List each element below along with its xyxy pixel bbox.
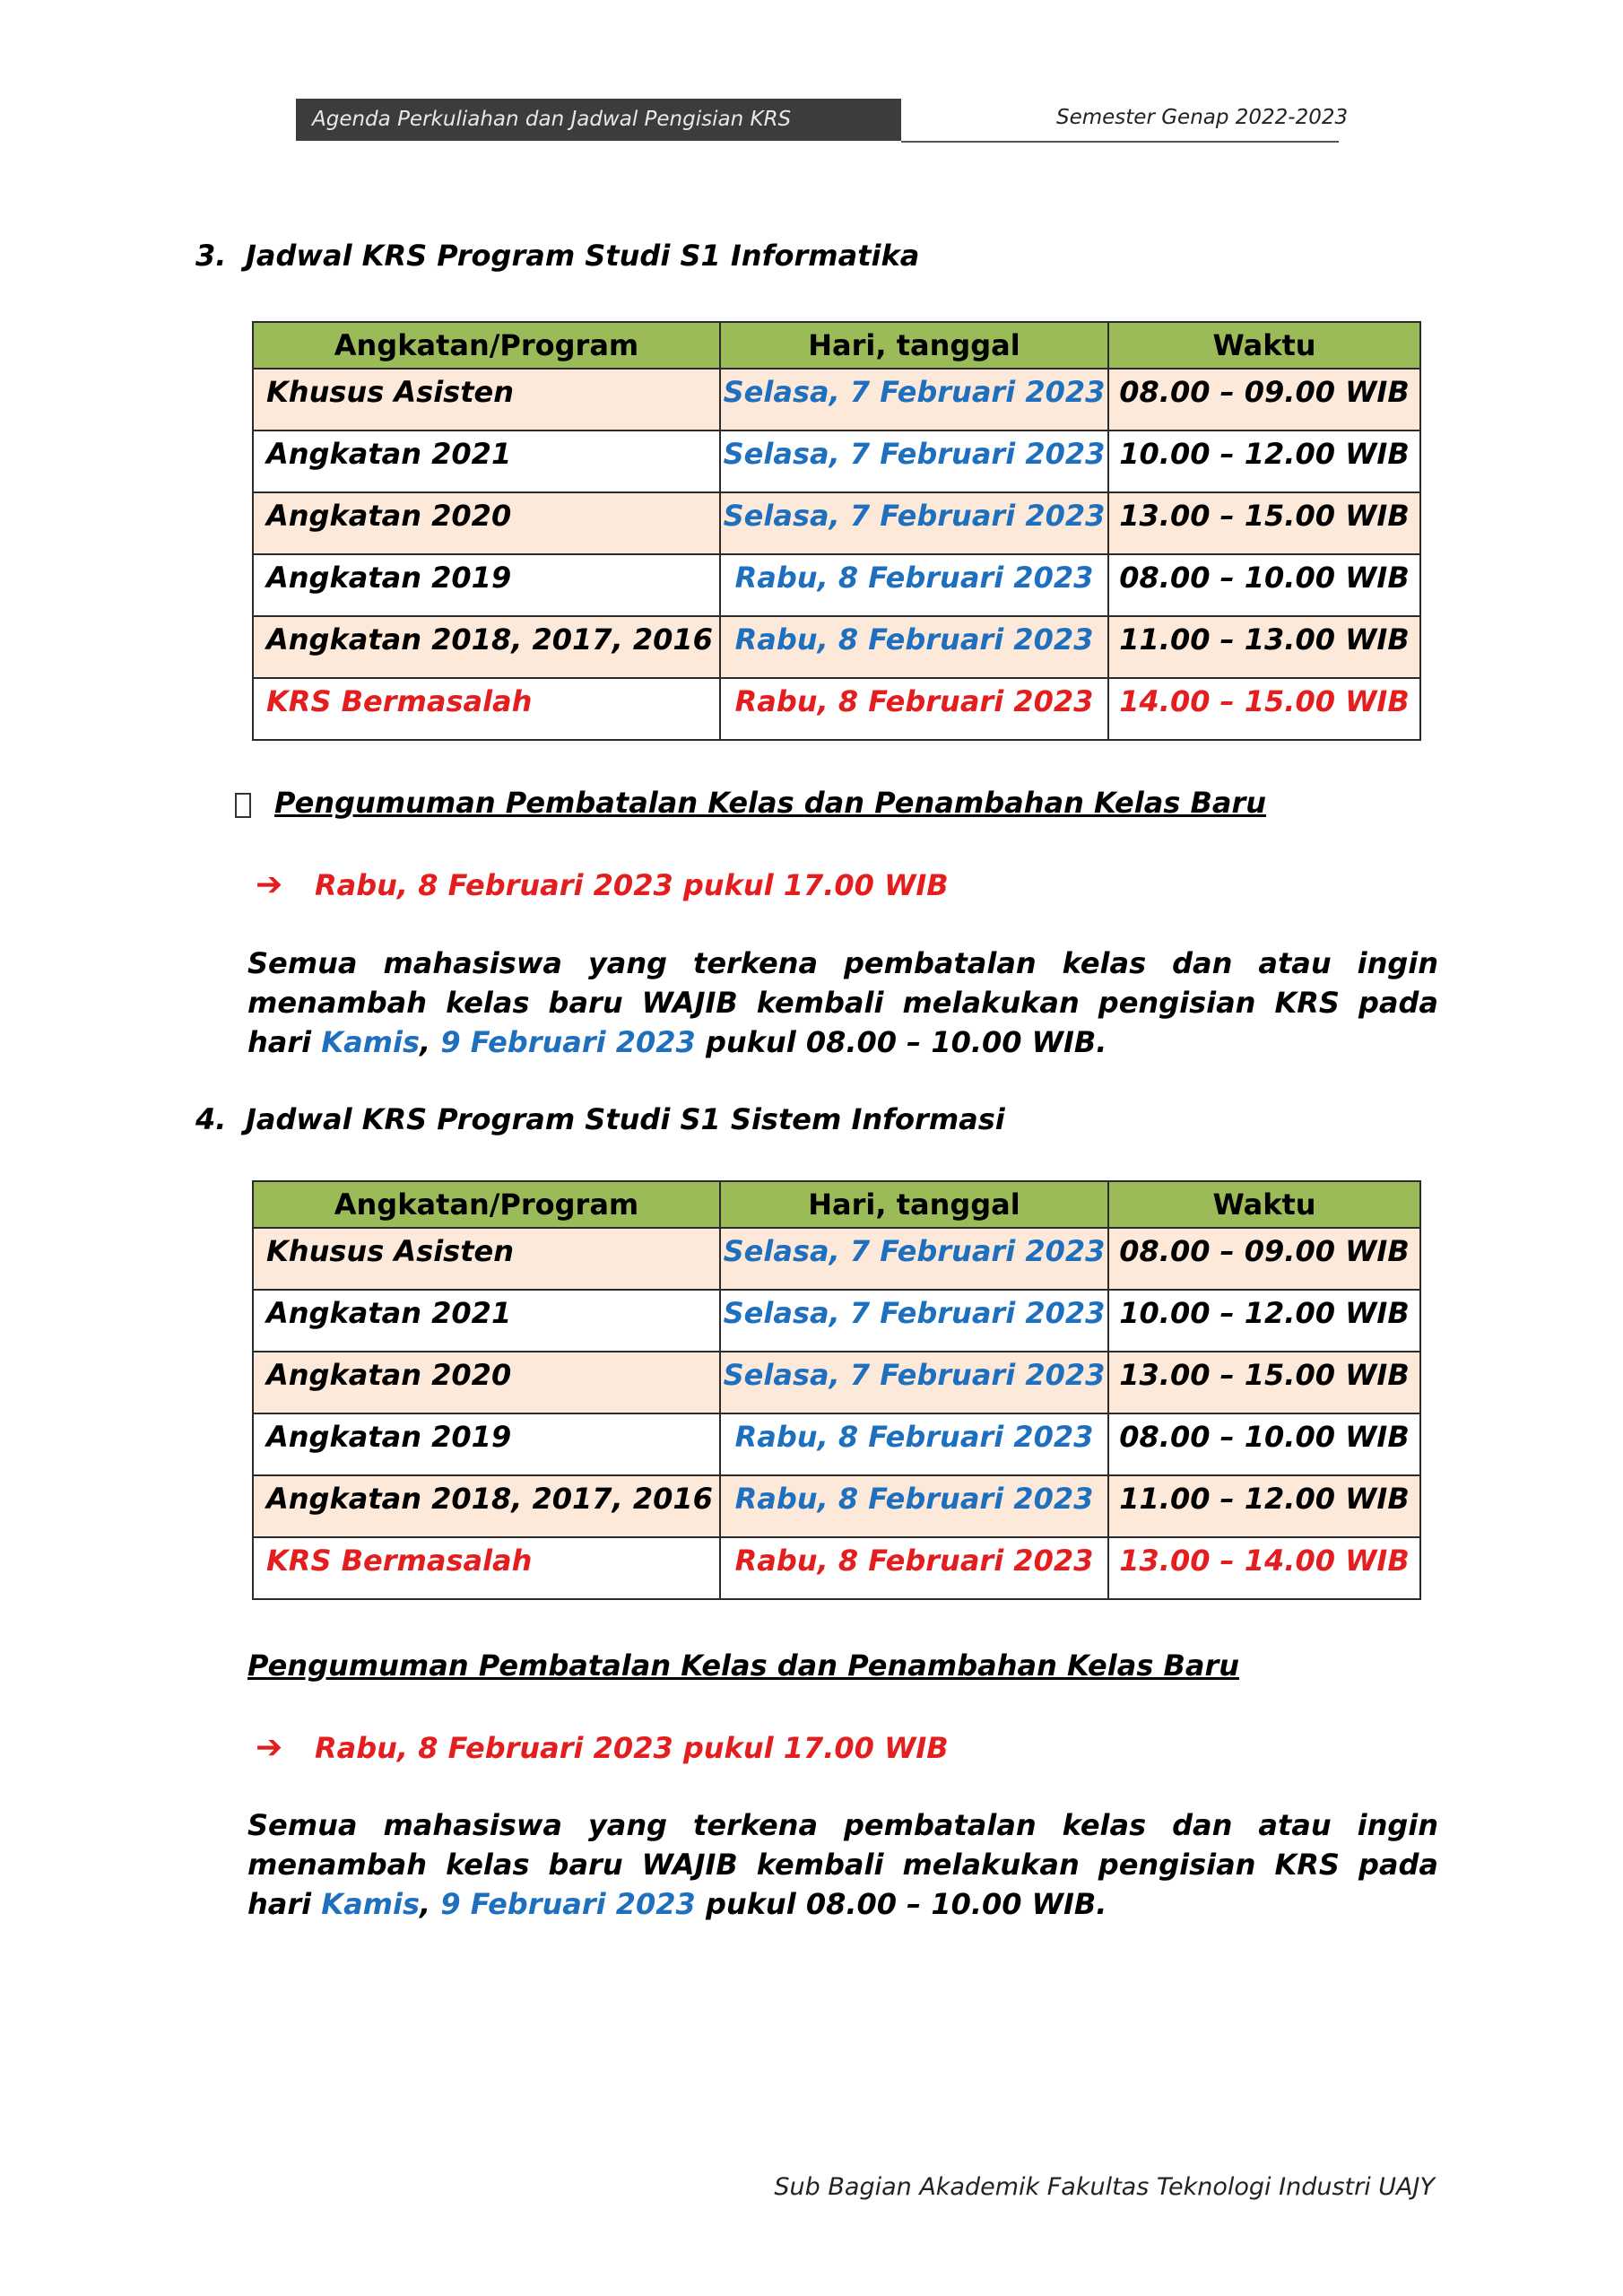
table-row [253, 1413, 1420, 1475]
program-cell: Angkatan 2019 [253, 554, 720, 616]
highlight-day: Kamis [321, 1887, 421, 1921]
date-cell: Selasa, 7 Februari 2023 [720, 1290, 1108, 1352]
paragraph-text: Semua mahasiswa yang terkena pembatalan kelas dan atau ingin menambah kelas baru WAJIB kembali melakukan pengisian KRS pada hari [247, 1808, 1438, 1921]
section-title: Jadwal KRS Program Studi S1 Informatika [246, 239, 920, 273]
announcement-title: Pengumuman Pembatalan Kelas dan Penambahan Kelas Baru [274, 786, 1267, 820]
time-cell: 08.00 – 10.00 WIB [1108, 1413, 1420, 1475]
table-row [253, 1352, 1420, 1413]
announcement-date-text: Rabu, 8 Februari 2023 pukul 17.00 WIB [315, 868, 949, 902]
section-heading-informatika [195, 239, 919, 273]
section-title: Jadwal KRS Program Studi S1 Sistem Informasi [246, 1102, 1005, 1136]
time-cell: 08.00 – 10.00 WIB [1108, 554, 1420, 616]
date-cell: Selasa, 7 Februari 2023 [720, 492, 1108, 554]
paragraph-text: pukul 08.00 – 10.00 WIB. [695, 1887, 1107, 1921]
program-cell: Angkatan 2018, 2017, 2016 [253, 1475, 720, 1537]
program-cell: Angkatan 2018, 2017, 2016 [253, 616, 720, 678]
paragraph-text: Semua mahasiswa yang terkena pembatalan kelas dan atau ingin menambah kelas baru WAJIB kembali melakukan pengisian KRS pada hari [247, 946, 1438, 1059]
section-number: 3. [195, 239, 227, 273]
program-cell: Khusus Asisten [253, 1228, 720, 1290]
date-cell: Rabu, 8 Februari 2023 [720, 678, 1108, 740]
date-cell: Rabu, 8 Februari 2023 [720, 1537, 1108, 1599]
column-header-program: Angkatan/Program [253, 1181, 720, 1228]
table-row-krs-bermasalah [253, 1537, 1420, 1599]
announcement-paragraph [247, 1805, 1438, 1924]
table-row [253, 1228, 1420, 1290]
program-cell: KRS Bermasalah [253, 678, 720, 740]
announcement-date-line [256, 1729, 949, 1766]
date-cell: Selasa, 7 Februari 2023 [720, 1228, 1108, 1290]
column-header-time: Waktu [1108, 322, 1420, 369]
table-row [253, 492, 1420, 554]
section-number: 4. [195, 1102, 227, 1136]
date-cell: Selasa, 7 Februari 2023 [720, 430, 1108, 492]
date-cell: Rabu, 8 Februari 2023 [720, 1413, 1108, 1475]
table-header-row [253, 322, 1420, 369]
table-row [253, 1290, 1420, 1352]
table-row-krs-bermasalah [253, 678, 1420, 740]
paragraph-comma: , [420, 1887, 441, 1921]
paragraph-text: pukul 08.00 – 10.00 WIB. [695, 1025, 1107, 1059]
header-divider [901, 141, 1339, 143]
date-cell: Selasa, 7 Februari 2023 [720, 1352, 1108, 1413]
program-cell: KRS Bermasalah [253, 1537, 720, 1599]
time-cell: 08.00 – 09.00 WIB [1108, 369, 1420, 430]
date-cell: Selasa, 7 Februari 2023 [720, 369, 1108, 430]
arrow-right-icon: ➔ [256, 1729, 283, 1766]
program-cell: Angkatan 2020 [253, 492, 720, 554]
date-cell: Rabu, 8 Februari 2023 [720, 554, 1108, 616]
page-footer: Sub Bagian Akademik Fakultas Teknologi Industri UAJY [774, 2173, 1435, 2201]
header-right-title: Semester Genap 2022-2023 [1056, 106, 1349, 129]
table-row [253, 430, 1420, 492]
time-cell: 13.00 – 14.00 WIB [1108, 1537, 1420, 1599]
column-header-program: Angkatan/Program [253, 322, 720, 369]
header-left-title: Agenda Perkuliahan dan Jadwal Pengisian KRS [296, 99, 901, 141]
time-cell: 08.00 – 09.00 WIB [1108, 1228, 1420, 1290]
time-cell: 14.00 – 15.00 WIB [1108, 678, 1420, 740]
time-cell: 11.00 – 12.00 WIB [1108, 1475, 1420, 1537]
paragraph-comma: , [420, 1025, 441, 1059]
time-cell: 10.00 – 12.00 WIB [1108, 1290, 1420, 1352]
time-cell: 10.00 – 12.00 WIB [1108, 430, 1420, 492]
announcement-date-text: Rabu, 8 Februari 2023 pukul 17.00 WIB [315, 1731, 949, 1765]
checkbox-icon [235, 793, 251, 818]
date-cell: Rabu, 8 Februari 2023 [720, 616, 1108, 678]
time-cell: 11.00 – 13.00 WIB [1108, 616, 1420, 678]
column-header-date: Hari, tanggal [720, 1181, 1108, 1228]
time-cell: 13.00 – 15.00 WIB [1108, 492, 1420, 554]
table-row [253, 369, 1420, 430]
section-heading-sistem-informasi [195, 1102, 1005, 1136]
announcement-title: Pengumuman Pembatalan Kelas dan Penambahan Kelas Baru [247, 1648, 1240, 1683]
program-cell: Angkatan 2021 [253, 1290, 720, 1352]
time-cell: 13.00 – 15.00 WIB [1108, 1352, 1420, 1413]
highlight-day: Kamis [321, 1025, 421, 1059]
program-cell: Angkatan 2020 [253, 1352, 720, 1413]
announcement-paragraph [247, 944, 1438, 1062]
program-cell: Khusus Asisten [253, 369, 720, 430]
announcement-date-line [256, 866, 949, 903]
schedule-table-sistem-informasi [252, 1180, 1421, 1600]
table-row [253, 616, 1420, 678]
date-cell: Rabu, 8 Februari 2023 [720, 1475, 1108, 1537]
schedule-table-informatika [252, 321, 1421, 741]
table-row [253, 554, 1420, 616]
table-header-row [253, 1181, 1420, 1228]
column-header-date: Hari, tanggal [720, 322, 1108, 369]
arrow-right-icon: ➔ [256, 866, 283, 903]
table-row [253, 1475, 1420, 1537]
program-cell: Angkatan 2021 [253, 430, 720, 492]
program-cell: Angkatan 2019 [253, 1413, 720, 1475]
column-header-time: Waktu [1108, 1181, 1420, 1228]
highlight-date: 9 Februari 2023 [440, 1025, 696, 1059]
highlight-date: 9 Februari 2023 [440, 1887, 696, 1921]
